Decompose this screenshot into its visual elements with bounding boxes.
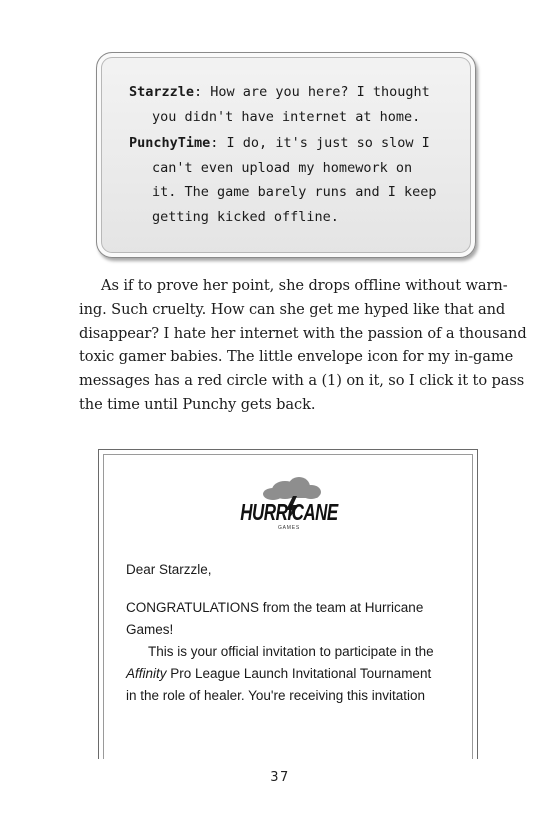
letter-line: in the role of healer. You're receiving this invitation xyxy=(126,688,426,703)
chat-speaker: Starzzle xyxy=(129,84,195,100)
letter-line-rest: Pro League Launch Invitational Tournament xyxy=(166,666,432,681)
game-title: Affinity xyxy=(126,666,167,681)
logo-subtitle: GAMES xyxy=(277,525,301,531)
chat-message: PunchyTime: I do, it's just so slow I can't even upload my homework on it. The game barely runs and I keep getting kicked offline. xyxy=(129,131,459,229)
story-paragraph xyxy=(79,274,527,417)
chat-line: can't even upload my homework on xyxy=(152,159,413,176)
chat-line: I do, it's just so slow I xyxy=(226,135,430,151)
chat-message-box xyxy=(96,52,476,258)
letter-salutation: Dear Starzzle, xyxy=(126,562,212,577)
page-number: 37 xyxy=(270,770,290,785)
letter-line: CONGRATULATIONS from the team at Hurricane xyxy=(126,600,424,615)
letter-line: This is your official invitation to participate in the xyxy=(148,644,434,659)
letter-congrats xyxy=(126,597,456,641)
paragraph-line: messages has a red circle with a (1) on it, so I click it to pass xyxy=(79,372,525,390)
chat-message: Starzzle: How are you here? I thought you didn't have internet at home. xyxy=(129,80,459,129)
chat-line: getting kicked offline. xyxy=(152,208,339,225)
chat-speaker: PunchyTime xyxy=(129,135,211,151)
paragraph-line: disappear? I hate her internet with the passion of a thousand xyxy=(79,324,527,342)
chat-line: it. The game barely runs and I keep xyxy=(152,184,437,200)
chat-line: How are you here? I thought xyxy=(210,84,430,100)
letter-body xyxy=(126,641,456,707)
paragraph-line: toxic gamer babies. The little envelope icon for my in-game xyxy=(79,348,514,366)
paragraph-line: the time until Punchy gets back. xyxy=(79,395,316,413)
hurricane-games-logo xyxy=(239,474,339,534)
chat-line: you didn't have internet at home. xyxy=(152,108,421,125)
paragraph-line: As if to prove her point, she drops offline without warn- xyxy=(101,277,508,294)
letter-line: Games! xyxy=(126,622,174,637)
letter-line xyxy=(126,663,456,685)
logo-wordmark: HURRICANE xyxy=(240,500,338,526)
paragraph-line: ing. Such cruelty. How can she get me hyped like that and xyxy=(79,300,506,318)
